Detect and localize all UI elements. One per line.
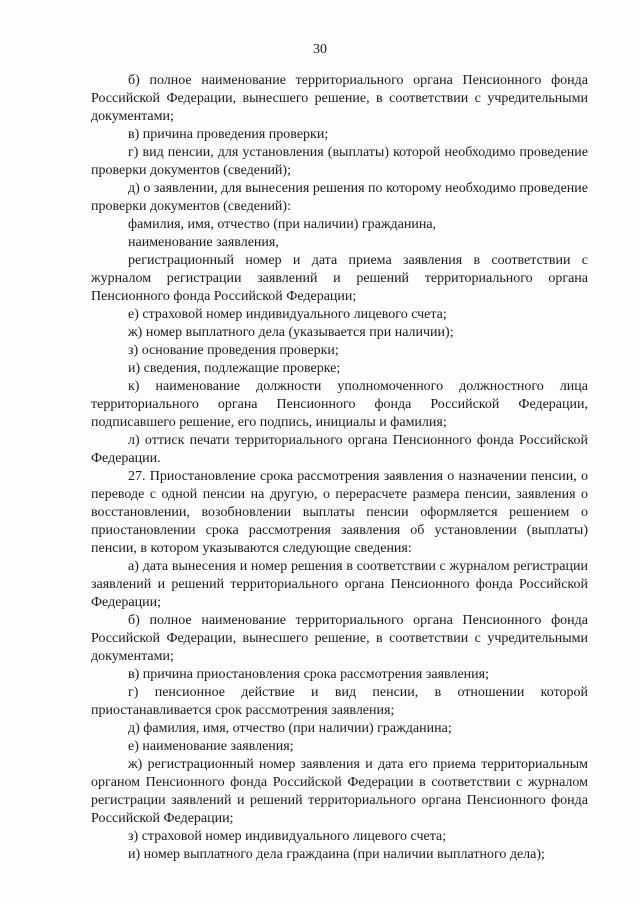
paragraph-a-decision-date: а) дата вынесения и номер решения в соответствии с журналом регистрации заявлений и решений территориального органа Пенсионного фонда Российской Федерации; xyxy=(91,559,588,610)
paragraph-k-official-position: к) наименование должности уполномоченного должностного лица территориального органа Пенсионного фонда Российской Федерации, подписавшего решение, его подпись, инициалы и фамилия; xyxy=(91,379,588,430)
paragraph-g-pension-action: г) пенсионное действие и вид пенсии, в отношении которой приостанавливается срок рассмотрения заявления; xyxy=(91,685,588,718)
paragraph-e-application-name: е) наименование заявления; xyxy=(128,739,294,754)
document-body xyxy=(91,72,588,864)
paragraph-zh-registration-number: ж) регистрационный номер заявления и дата его приема территориальным органом Пенсионного фонда Российской Федерации в соответствии с журналом регистрации заявлений и решений территориального органа Пенсионного фонда Российской Федерации; xyxy=(91,757,588,826)
paragraph-b-full-name: б) полное наименование территориального органа Пенсионного фонда Российской Федерации, вынесшего решение, в соответствии с учредительными документами; xyxy=(91,73,588,124)
paragraph-registration-number: регистрационный номер и дата приема заявления в соответствии с журналом регистрации заявлений и решений территориального органа Пенсионного фонда Российской Федерации; xyxy=(91,253,588,304)
paragraph-l-stamp: л) оттиск печати территориального органа Пенсионного фонда Российской Федерации. xyxy=(91,433,588,466)
paragraph-d-citizen-name: д) фамилия, имя, отчество (при наличии) гражданина; xyxy=(128,721,452,736)
paragraph-z-check-basis: з) основание проведения проверки; xyxy=(128,343,339,358)
paragraph-g-pension-type: г) вид пенсии, для установления (выплаты) которой необходимо проведение проверки документов (сведений); xyxy=(91,145,588,178)
page-number: 30 xyxy=(313,42,327,57)
paragraph-v-check-reason: в) причина проведения проверки; xyxy=(128,127,329,142)
paragraph-i-payment-case: и) номер выплатного дела граждаина (при наличии выплатного дела); xyxy=(128,847,545,862)
paragraph-zh-payment-case: ж) номер выплатного дела (указывается при наличии); xyxy=(128,325,454,340)
paragraph-d-application: д) о заявлении, для вынесения решения по которому необходимо проведение проверки документов (сведений): xyxy=(91,181,588,214)
paragraph-z-insurance-number: з) страховой номер индивидуального лицевого счета; xyxy=(128,829,447,844)
paragraph-i-data-to-check: и) сведения, подлежащие проверке; xyxy=(128,361,341,376)
paragraph-application-name: наименование заявления, xyxy=(128,235,279,250)
paragraph-b-full-name-2: б) полное наименование территориального органа Пенсионного фонда Российской Федерации, вынесшего решение, в соответствии с учредительными документами; xyxy=(91,613,588,664)
paragraph-27-suspension: 27. Приостановление срока рассмотрения заявления о назначении пенсии, о переводе с одной пенсии на другую, о перерасчете размера пенсии, заявления о восстановлении, возобновлении выплаты пенсии оформляется решением о приостановлении срока рассмотрения заявления об установлении (выплаты) пенсии, в котором указываются следующие сведения: xyxy=(91,469,588,556)
paragraph-citizen-name: фамилия, имя, отчество (при наличии) гражданина, xyxy=(128,217,437,232)
paragraph-e-insurance-number: е) страховой номер индивидуального лицевого счета; xyxy=(128,307,447,322)
paragraph-v-suspension-reason: в) причина приостановления срока рассмотрения заявления; xyxy=(128,667,489,682)
